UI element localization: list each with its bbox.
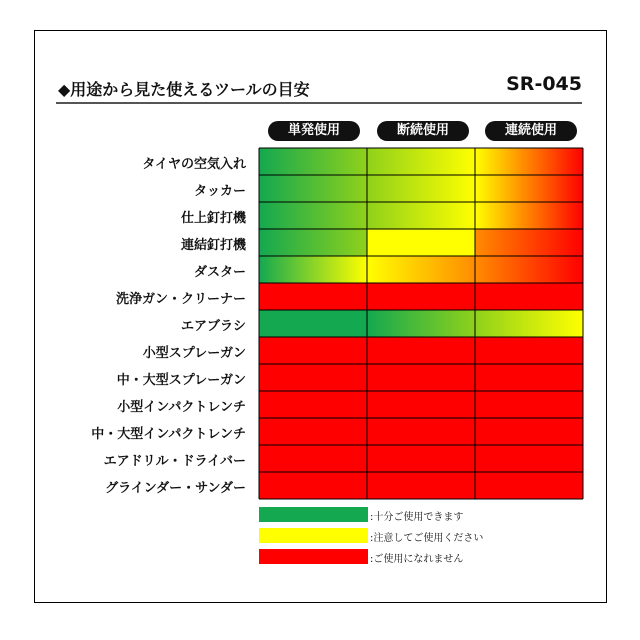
heatmap-cell	[259, 418, 367, 445]
row-label: 洗浄ガン・クリーナー	[115, 292, 246, 307]
heatmap-cell	[475, 175, 583, 202]
legend-swatch	[259, 549, 368, 564]
heatmap-cell	[367, 310, 475, 337]
heatmap-cell	[367, 202, 475, 229]
row-label: エアブラシ	[180, 319, 246, 334]
model-number: SR-045	[506, 73, 582, 95]
heatmap-cell	[475, 445, 583, 472]
row-label: グラインダー・サンダー	[105, 481, 246, 496]
heatmap-cell	[259, 283, 367, 310]
heatmap-cell	[475, 310, 583, 337]
heatmap-cell	[475, 229, 583, 256]
row-label: 仕上釘打機	[180, 211, 246, 226]
row-label: 小型インパクトレンチ	[117, 400, 246, 415]
heatmap-cell	[475, 256, 583, 283]
heatmap-cell	[367, 283, 475, 310]
chart-title: ◆用途から見た使えるツールの目安	[58, 80, 310, 99]
heatmap-cell	[367, 256, 475, 283]
legend-swatch	[259, 528, 368, 543]
heatmap-cell	[475, 283, 583, 310]
legend-label: :注意してご使用ください	[370, 533, 484, 544]
row-label: エアドリル・ドライバー	[103, 454, 246, 469]
legend-label: :十分ご使用できます	[370, 512, 464, 523]
heatmap-cell	[259, 472, 367, 499]
heatmap-cell	[259, 175, 367, 202]
row-label: 中・大型インパクトレンチ	[91, 427, 246, 442]
heatmap-cell	[259, 445, 367, 472]
column-header-continuous-use: 連続使用	[485, 121, 577, 141]
row-label: ダスター	[193, 265, 246, 280]
heatmap-cell	[367, 148, 475, 175]
column-header-single-use: 単発使用	[268, 121, 360, 141]
heatmap-cell	[475, 337, 583, 364]
heatmap-cell	[475, 472, 583, 499]
heatmap-cell	[367, 391, 475, 418]
column-header-intermittent-use: 断続使用	[377, 121, 469, 141]
row-label: タッカー	[193, 184, 246, 199]
heatmap-cell	[475, 391, 583, 418]
heatmap-cell	[367, 364, 475, 391]
heatmap-cell	[367, 337, 475, 364]
heatmap-cell	[367, 229, 475, 256]
heatmap-cell	[259, 337, 367, 364]
heatmap-cell	[367, 418, 475, 445]
heatmap-cell	[259, 256, 367, 283]
heatmap-cell	[259, 229, 367, 256]
heatmap-cell	[259, 148, 367, 175]
legend-label: :ご使用になれません	[370, 554, 464, 565]
row-label: 中・大型スプレーガン	[116, 373, 246, 388]
heatmap-cell	[259, 202, 367, 229]
row-label: 連結釘打機	[180, 238, 246, 253]
heatmap-cell	[259, 391, 367, 418]
heatmap-cell	[475, 364, 583, 391]
heatmap-cell	[259, 310, 367, 337]
heatmap-cell	[475, 148, 583, 175]
row-label: 小型スプレーガン	[142, 346, 246, 361]
heatmap-cell	[475, 418, 583, 445]
legend-swatch	[259, 507, 368, 522]
row-label: タイヤの空気入れ	[142, 157, 246, 172]
heatmap-cell	[367, 445, 475, 472]
heatmap-cell	[475, 202, 583, 229]
heatmap-cell	[259, 364, 367, 391]
heatmap-cell	[367, 175, 475, 202]
heatmap-cell	[367, 472, 475, 499]
